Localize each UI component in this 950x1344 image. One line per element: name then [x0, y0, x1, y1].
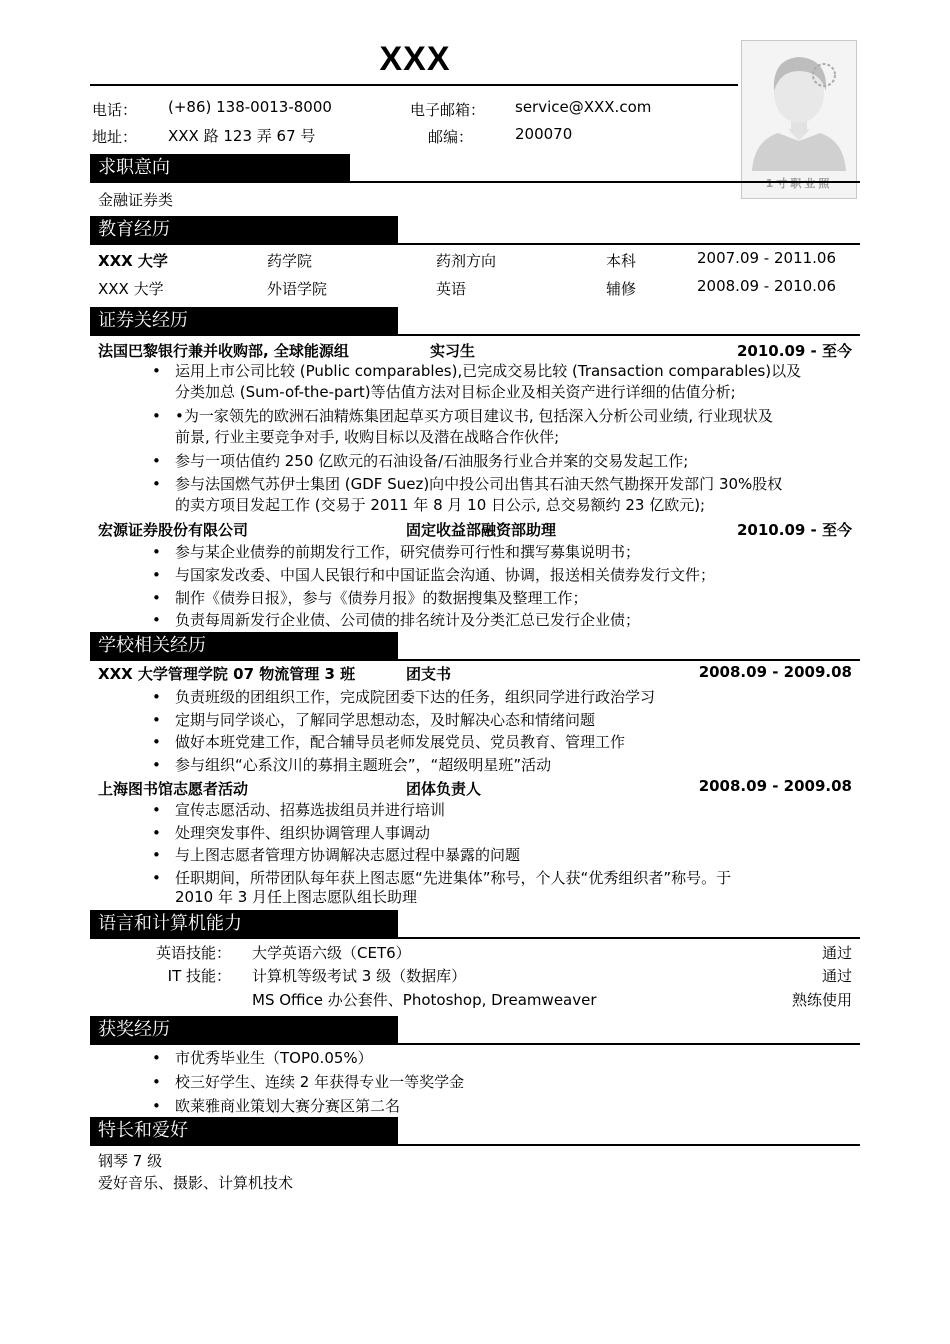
bullet-line: •为一家领先的欧洲石油精炼集团起草买方项目建议书, 包括深入分析公司业绩, 行业现状及	[175, 407, 773, 425]
job-period: 2008.09 - 2009.08	[698, 663, 852, 681]
bullet-line: 参与法国燃气苏伊士集团 (GDF Suez)向中投公司出售其石油天然气勘探开发部门 30%股权	[175, 475, 783, 493]
bullet-marker: •	[152, 475, 161, 493]
bullet-marker: •	[152, 801, 161, 819]
bullet-line: 处理突发事件、组织协调管理人事调动	[175, 824, 431, 842]
section-rule	[90, 1144, 860, 1146]
award-item: 市优秀毕业生（TOP0.05%）	[175, 1049, 373, 1067]
bullet-line: 宣传志愿活动、招募选拔组员并进行培训	[175, 801, 446, 819]
objective-content: 金融证券类	[98, 191, 174, 209]
bullet-line: 与国家发改委、中国人民银行和中国证监会沟通、协调，报送相关债券发行文件；	[175, 566, 716, 584]
bullet-marker: •	[152, 1073, 161, 1091]
bullet-marker: •	[152, 733, 161, 751]
bullet-marker: •	[152, 711, 161, 729]
bullet-line: 制作《债券日报》，参与《债券月报》的数据搜集及整理工作；	[175, 589, 588, 607]
bullet-line: 分类加总 (Sum-of-the-part)等估值方法对目标企业及相关资产进行详细的估值分析;	[175, 383, 736, 401]
section-title: 语言和计算机能力	[98, 913, 242, 934]
job-org: 上海图书馆志愿者活动	[98, 780, 249, 798]
section-rule	[90, 334, 860, 336]
edu-college: 药学院	[267, 252, 313, 270]
job-role: 团支书	[406, 665, 452, 683]
bullet-line: 前景, 行业主要竞争对手, 收购目标以及潜在战略合作伙伴;	[175, 428, 560, 446]
section-title: 学校相关经历	[98, 635, 206, 656]
bullet-line: 参与组织“心系汶川的募捐主题班会”，“超级明星班”活动	[175, 756, 552, 774]
bullet-line: 与上图志愿者管理方协调解决志愿过程中暴露的问题	[175, 846, 521, 864]
job-period: 2008.09 - 2009.08	[698, 777, 852, 795]
edu-major: 药剂方向	[436, 252, 497, 270]
bullet-line: 2010 年 3 月任上图志愿队组长助理	[175, 888, 418, 906]
bullet-marker: •	[152, 543, 161, 561]
section-rule	[90, 243, 860, 245]
bullet-marker: •	[152, 824, 161, 842]
section-rule	[90, 1043, 860, 1045]
section-skills	[90, 910, 860, 940]
skill-label: IT 技能：	[167, 967, 231, 985]
job-org: XXX 大学管理学院 07 物流管理 3 班	[98, 665, 356, 683]
bullet-line: 运用上市公司比较 (Public comparables),已完成交易比较 (Transaction comparables)以及	[175, 362, 802, 380]
skill-label: 英语技能：	[155, 944, 231, 962]
zip-value: 200070	[515, 125, 573, 143]
edu-major: 英语	[436, 280, 467, 298]
section-rule	[90, 181, 860, 183]
section-education	[90, 216, 860, 246]
address-value: XXX 路 123 弄 67 号	[168, 127, 316, 145]
hobby-line: 钢琴 7 级	[98, 1152, 163, 1170]
section-title: 获奖经历	[98, 1019, 170, 1040]
job-period: 2010.09 - 至今	[737, 342, 852, 360]
bullet-line: 的卖方项目发起工作 (交易于 2011 年 8 月 10 日公示, 总交易额约 23 亿欧元);	[175, 496, 706, 514]
bullet-marker: •	[152, 407, 161, 425]
photo-caption: 1寸职业照	[765, 177, 833, 190]
award-item: 欧莱雅商业策划大赛分赛区第二名	[175, 1097, 401, 1115]
zip-label: 邮编：	[428, 128, 474, 146]
edu-period: 2007.09 - 2011.06	[697, 249, 837, 267]
phone-label: 电话：	[92, 101, 138, 119]
bullet-line: 参与一项估值约 250 亿欧元的石油设备/石油服务行业合并案的交易发起工作;	[175, 452, 689, 470]
candidate-name: XXX	[379, 40, 451, 78]
header-divider	[90, 84, 738, 86]
section-title: 证券关经历	[98, 310, 188, 331]
email-label: 电子邮箱：	[410, 101, 486, 119]
bullet-marker: •	[152, 611, 161, 629]
job-role: 实习生	[430, 342, 476, 360]
skill-level: 通过	[821, 944, 852, 962]
bullet-marker: •	[152, 452, 161, 470]
section-securities	[90, 307, 860, 337]
job-org: 法国巴黎银行兼并收购部, 全球能源组	[98, 342, 349, 360]
bullet-marker: •	[152, 756, 161, 774]
bullet-line: 负责班级的团组织工作，完成院团委下达的任务，组织同学进行政治学习	[175, 688, 656, 706]
bullet-line: 参与某企业债券的前期发行工作，研究债券可行性和撰写募集说明书；	[175, 543, 641, 561]
phone-value: (+86) 138-0013-8000	[168, 98, 332, 116]
award-item: 校三好学生、连续 2 年获得专业一等奖学金	[175, 1073, 465, 1091]
section-school	[90, 632, 860, 662]
email-value: service@XXX.com	[515, 98, 652, 116]
section-rule	[90, 659, 860, 661]
bullet-line: 做好本班党建工作，配合辅导员老师发展党员、党员教育、管理工作	[175, 733, 626, 751]
bullet-line: 负责每周新发行企业债、公司债的排名统计及分类汇总已发行企业债；	[175, 611, 641, 629]
bullet-marker: •	[152, 566, 161, 584]
bullet-line: 任职期间，所带团队每年获上图志愿“先进集体”称号，个人获“优秀组织者”称号。于	[175, 869, 732, 887]
skill-item: 计算机等级考试 3 级（数据库）	[252, 967, 467, 985]
section-title: 教育经历	[98, 219, 170, 240]
section-rule	[90, 937, 860, 939]
bullet-marker: •	[152, 869, 161, 887]
job-role: 固定收益部融资部助理	[406, 521, 557, 539]
job-role: 团体负责人	[406, 780, 482, 798]
edu-school: XXX 大学	[98, 280, 164, 298]
bullet-marker: •	[152, 688, 161, 706]
section-awards	[90, 1016, 860, 1046]
bullet-marker: •	[152, 589, 161, 607]
section-title: 特长和爱好	[98, 1120, 188, 1141]
bullet-marker: •	[152, 362, 161, 380]
section-title: 求职意向	[98, 157, 170, 178]
section-objective	[90, 154, 860, 184]
bullet-marker: •	[152, 1097, 161, 1115]
edu-degree: 本科	[606, 252, 637, 270]
job-period: 2010.09 - 至今	[737, 521, 852, 539]
skill-item: MS Office 办公套件、Photoshop, Dreamweaver	[252, 991, 597, 1009]
address-label: 地址：	[92, 128, 138, 146]
skill-item: 大学英语六级（CET6）	[252, 944, 411, 962]
hobby-line: 爱好音乐、摄影、计算机技术	[98, 1174, 294, 1192]
skill-level: 通过	[821, 967, 852, 985]
edu-school: XXX 大学	[98, 252, 168, 270]
job-org: 宏源证券股份有限公司	[98, 521, 249, 539]
bullet-line: 定期与同学谈心，了解同学思想动态，及时解决心态和情绪问题	[175, 711, 596, 729]
edu-college: 外语学院	[267, 280, 328, 298]
edu-period: 2008.09 - 2010.06	[697, 277, 837, 295]
edu-degree: 辅修	[606, 280, 637, 298]
skill-level: 熟练使用	[791, 991, 852, 1009]
section-hobbies	[90, 1117, 860, 1147]
bullet-marker: •	[152, 1049, 161, 1067]
bullet-marker: •	[152, 846, 161, 864]
